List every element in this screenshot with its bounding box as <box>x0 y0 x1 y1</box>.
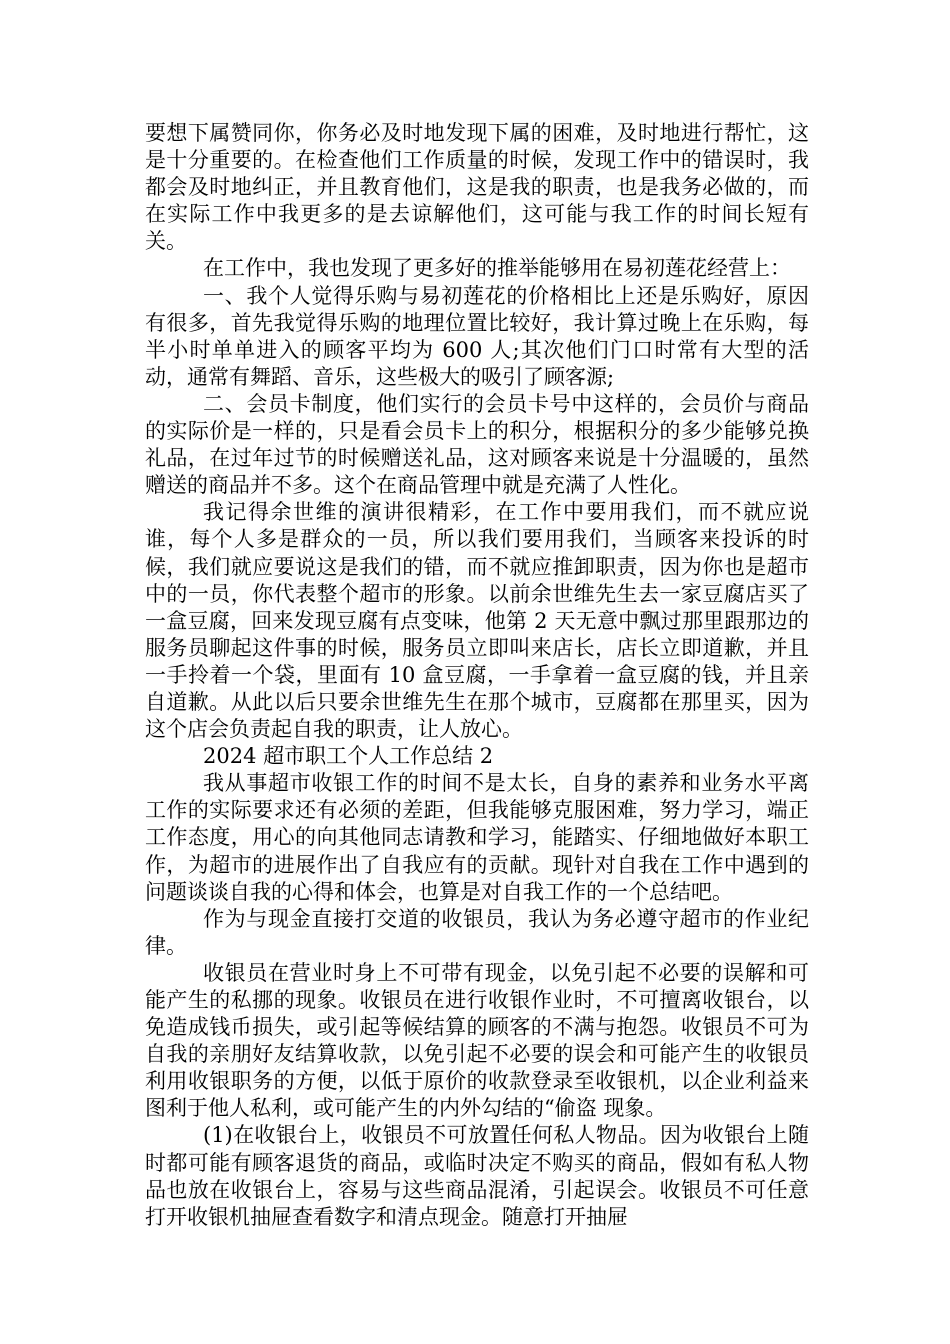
paragraph-4: 二、会员卡制度，他们实行的会员卡号中这样的，会员价与商品的实际价是一样的，只是看会员卡上的积分，根据积分的多少能够兑换礼品，在过年过节的时候赠送礼品，这对顾客来说是十分温暖的，虽然赠送的商品并不多。这个在商品管理中就是充满了人性化。 <box>145 391 809 498</box>
paragraph-8: 作为与现金直接打交道的收银员，我认为务必遵守超市的作业纪律。 <box>145 906 809 958</box>
paragraph-9: 收银员在营业时身上不可带有现金，以免引起不必要的误解和可能产生的私挪的现象。收银员在进行收银作业时，不可擅离收银台，以免造成钱币损失，或引起等候结算的顾客的不满与抱怨。收银员不可为自我的亲朋好友结算收款，以免引起不必要的误会和可能产生的收银员利用收银职务的方便，以低于原价的收款登录至收银机，以企业利益来图利于他人私利，或可能产生的内外勾结的“偷盗 现象。 <box>145 960 809 1121</box>
paragraph-5: 我记得余世维的演讲很精彩，在工作中要用我们，而不就应说谁，每个人多是群众的一员，所以我们要用我们，当顾客来投诉的时候，我们就应要说这是我们的错，而不就应推卸职责，因为你也是超市中的一员，你代表整个超市的形象。以前余世维先生去一家豆腐店买了一盒豆腐，回来发现豆腐有点变味，他第 2 天无意中飘过那里跟那边的服务员聊起这件事的时候，服务员立即叫来店长，店长立即道歉，并且一手拎着一个袋，里面有 10 盒豆腐，一手拿着一盒豆腐的钱，并且亲自道歉。从此以后只要余世维先生在那个城市，豆腐都在那里买，因为这个店会负责起自我的职责，让人放心。 <box>145 500 809 742</box>
paragraph-3: 一、我个人觉得乐购与易初莲花的价格相比上还是乐购好，原因有很多，首先我觉得乐购的地理位置比较好，我计算过晚上在乐购，每半小时单单进入的顾客平均为 600 人;其次他们门口时常有大型的活动，通常有舞蹈、音乐，这些极大的吸引了顾客源; <box>145 283 809 389</box>
paragraph-7: 我从事超市收银工作的时间不是太长，自身的素养和业务水平离工作的实际要求还有必须的差距，但我能够克服困难，努力学习，端正工作态度，用心的向其他同志请教和学习，能踏实、仔细地做好本职工作，为超市的进展作出了自我应有的贡献。现针对自我在工作中遇到的问题谈谈自我的心得和体会，也算是对自我工作的一个总结吧。 <box>145 771 809 904</box>
paragraph-10: (1)在收银台上，收银员不可放置任何私人物品。因为收银台上随时都可能有顾客退货的商品，或临时决定不购买的商品，假如有私人物品也放在收银台上，容易与这些商品混淆，引起误会。收银员不可任意打开收银机抽屉查看数字和清点现金。随意打开抽屉 <box>145 1123 809 1229</box>
section-heading: 2024 超市职工个人工作总结 2 <box>203 744 494 769</box>
paragraph-2: 在工作中，我也发现了更多好的推举能够用在易初莲花经营上： <box>203 256 791 281</box>
paragraph-1: 要想下属赞同你，你务必及时地发现下属的困难，及时地进行帮忙，这是十分重要的。在检查他们工作质量的时候，发现工作中的错误时，我都会及时地纠正，并且教育他们，这是我的职责，也是我务必做的，而在实际工作中我更多的是去谅解他们，这可能与我工作的时间长短有关。 <box>145 121 809 254</box>
document-body <box>145 120 809 1231</box>
